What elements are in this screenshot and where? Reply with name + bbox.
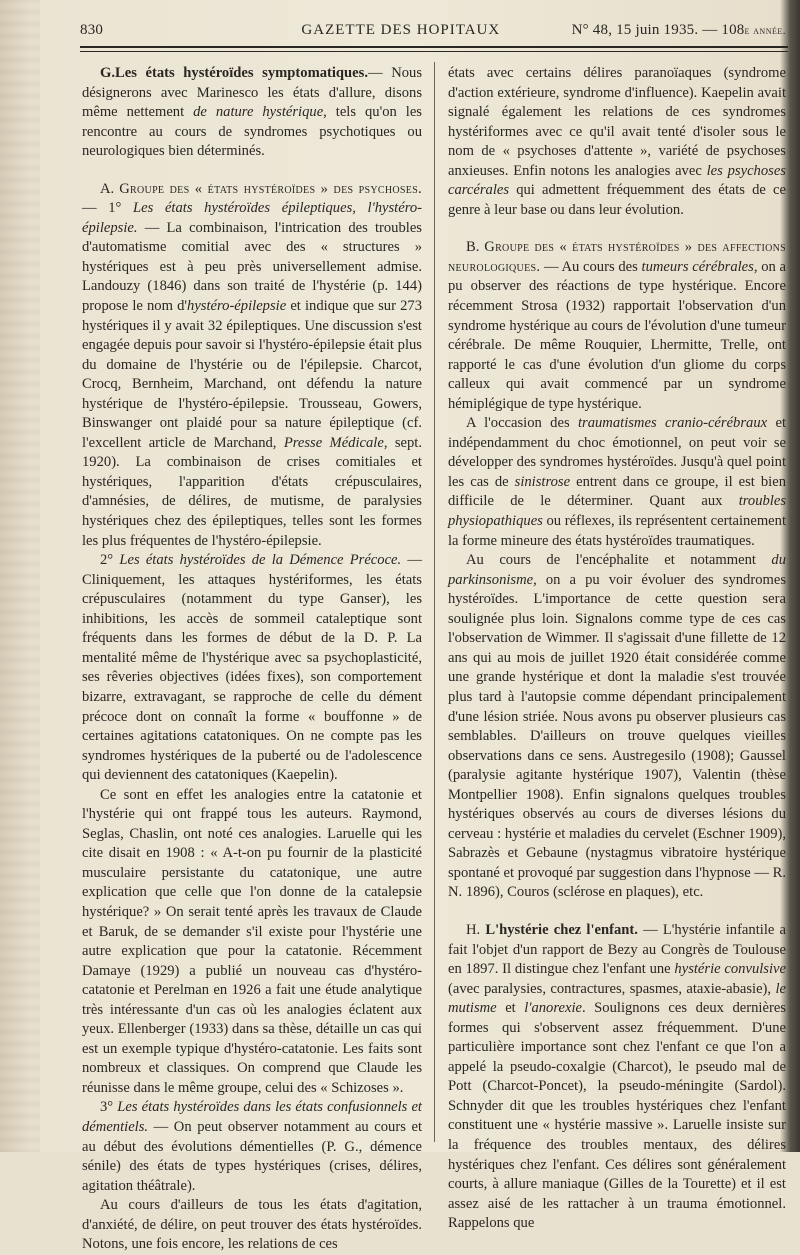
paragraph: B. Groupe des « états hystéroïdes » des affections neurologiques. — Au cours des tumeurs cérébrales, on a pu observer des réactions de type hystérique. Encore récemment Strosa (1932) rapportait l'observation d'un syndrome hystérique au cours de l'évolution d'une tumeur cérébrale. De même Rouquier, Lhermitte, Trelle, ont rapporté le cas d'une évolution d'un gliome du corps calleux qui avait commencé par un syndrome hémiplégique de type hystérique. bbox=[448, 239, 786, 412]
running-header bbox=[80, 22, 786, 44]
paragraph: Au cours de l'encéphalite et notamment du parkinsonisme, on a pu voir évoluer des syndromes hystéroïdes. L'importance de cette question sera soulignée plus loin. Signalons comme type de ces cas l'observation de Wimmer. Il s'agissait d'une fillette de 12 ans qui au mois de juillet 1920 était considérée comme une grande hystérique et dont la maladie s'est trouvée plus tard à l'autopsie comme dépendant principalement d'une lésion striée. Nous avons pu observer plusieurs cas semblables. D'ailleurs on trouve quelques vieilles observations dans ce sens. Austregesilo (1908); Gaussel (paralysie agitante hystérique 1907), Valentin (thèse Montpellier 1908). Enfin signalons quelques troubles hystériques observés au cours de diverses lésions du cerveau : hystérie et maladies du cervelet (Eschner 1909), Sabrazès et Gebaune (nystagmus vibratoire hystérique spontané et provoqué par suggestion dans l'hypnose — R. N. 1896), Couros (sclérose en plaques), etc. bbox=[448, 552, 786, 901]
paragraph: états avec certains délires paranoïaques (syndrome d'action extérieure, syndrome d'influence). Kaepelin avait signalé également les relations de ces syndromes hystériformes avec ce qu'il avait tenté d'isoler sous le nom de « psychoses d'attente », variété de psychoses anxieuses. Enfin notons les analogies avec les psychoses carcérales qui admettent fréquemment des états de ce genre à leur base ou dans leur évolution. bbox=[448, 65, 786, 218]
issue-year-suffix: e année. bbox=[744, 25, 786, 37]
paragraph: Ce sont en effet les analogies entre la catatonie et l'hystérie qui ont frappé tous les auteurs. Raymond, Seglas, Chaslin, ont noté ces analogies. Laruelle qui les cite disait en 1908 : « A-t-on pu fournir de la plasticité musculaire persistante du catatonique, une autre explication que celle que l'on donne de la catalepsie hystérique? » On serait tenté après les travaux de Claude et Baruk, de se demander s'il existe pour l'hystérie une autre explication que pour la catatonie. Récemment Damaye (1929) a publié un nouveau cas d'hystéro-catatonie et Perelman en 1926 a fait une étude analytique très intéressante d'un cas où les analogies éclatent aux yeux. Ellenberger (1933) dans sa thèse, détaille un cas qui est un exemple typique d'hystéro-catatonie. Les faits sont nombreux et classiques. On comprend que Claude les réunisse dans le même groupe, celui des « Schizoses ». bbox=[82, 786, 422, 1096]
column-divider bbox=[434, 62, 435, 1142]
journal-title: GAZETTE DES HOPITAUX bbox=[301, 22, 501, 38]
paragraph: H. L'hystérie chez l'enfant. — L'hystérie infantile a fait l'objet d'un rapport de Bezy au Congrès de Toulouse en 1897. Il distingue chez l'enfant une hystérie convulsive (avec paralysies, contractures, spasmes, ataxie-abasie), le mutisme et l'anorexie. Soulignons ces deux dernières formes qui s'observent assez fréquemment. D'une particulière importance sont chez l'enfant ce que l'on a appelé la pseudo-coxalgie (Charcot), le pseudo mal de Pott (Charcot-Poncet), la pseudo-méningite (Sardol). Schnyder dit que les troubles hystériques chez l'enfant constituent une « hystérie massive ». Laruelle insiste sur la fréquence des troubles mentaux, des délires hystériques chez l'enfant. Ces délires sont généralement courts, à allure maniaque (Gilles de la Tourette) et il est assez aisé de les rattacher à un trauma émotionnel. Rappelons que bbox=[448, 921, 786, 1232]
right-column bbox=[448, 64, 786, 1234]
page-binding-edge bbox=[0, 0, 40, 1152]
issue-info bbox=[572, 22, 786, 39]
header-rule bbox=[80, 46, 788, 48]
left-column bbox=[82, 64, 422, 1255]
paragraph: 2° Les états hystéroïdes de la Démence Précoce. — Cliniquement, les attaques hystériformes, les états crépusculaires (notamment du type Ganser), les inhibitions, les accès de sommeil cataleptique sont fréquents dans les formes de début de la D. P. La mentalité même de l'hystérique avec sa psychoplasticité, ses rêveries objectives (idées fixes), son comportement bizarre, extravagant, se rapproche de celle du dément précoce dont on connaît la forme « bouffonne » de certaines agitations catatoniques. On ne compte pas les syndromes hystériques de la puberté ou de l'adolescence qui deviennent des catatoniques (Kaepelin). bbox=[82, 552, 422, 784]
paragraph: A. Groupe des « états hystéroïdes » des psychoses. — 1° Les états hystéroïdes épileptiques, l'hystéro-épilepsie. — La combinaison, l'intrication des troubles d'automatisme comitial avec des « structures » hystériques est à peu près universellement admise. Landouzy (1846) dans son traité de l'hystérie (p. 144) propose le nom d'hystéro-épilepsie et indique que sur 273 hystériques il y avait 32 épileptiques. Une discussion s'est engagée depuis pour savoir si l'hystéro-épilepsie était plus du domaine de l'hystérie ou de l'épilepsie. Charcot, Crocq, Bernheim, Marchand, ont défendu la nature hystérique de l'hystéro-épilepsie. Trousseau, Gowers, Binswanger ont plaidé pour sa nature épileptique (cf. l'excellent article de Marchand, Presse Médicale, sept. 1920). La combinaison de crises comitiales et hystériques, l'apparition d'états crépusculaires, d'amnésies, de délires, de mutisme, de paralysies hystériques chez des épileptiques, telles sont les formes les plus fréquentes de l'hystéro-épilepsie. bbox=[82, 180, 423, 549]
paragraph: 3° Les états hystéroïdes dans les états confusionnels et démentiels. — On peut observer notamment au cours et au début des évolutions démentielles (P. G., démence sénile) des états de types hystériques (crises, délires, agitation théâtrale). bbox=[82, 1099, 422, 1194]
paragraph: A l'occasion des traumatismes cranio-cérébraux et indépendamment du choc émotionnel, on peut voir se développer des syndromes hystéroïdes. Jusqu'à quel point les cas de sinistrose entrent dans ce groupe, il est bien difficile de le déterminer. Quant aux troubles physiopathiques ou réflexes, ils représentent certainement la forme mineure des états hystéroïdes traumatiques. bbox=[448, 415, 786, 549]
paragraph: Au cours d'ailleurs de tous les états d'agitation, d'anxiété, de délire, on peut trouver des états hystéroïdes. Notons, une fois encore, les relations de ces bbox=[82, 1197, 422, 1253]
header-rule-thin bbox=[80, 51, 788, 52]
page-number: 830 bbox=[80, 22, 104, 38]
issue-date: N° 48, 15 juin 1935. — 108 bbox=[571, 22, 745, 38]
paragraph: G.Les états hystéroïdes symptomatiques.— Nous désignerons avec Marinesco les états d'allure, disons même nettement de nature hystérique, tels qu'on les rencontre au cours de syndromes psychotiques ou neurologiques bien déterminés. bbox=[82, 65, 422, 160]
